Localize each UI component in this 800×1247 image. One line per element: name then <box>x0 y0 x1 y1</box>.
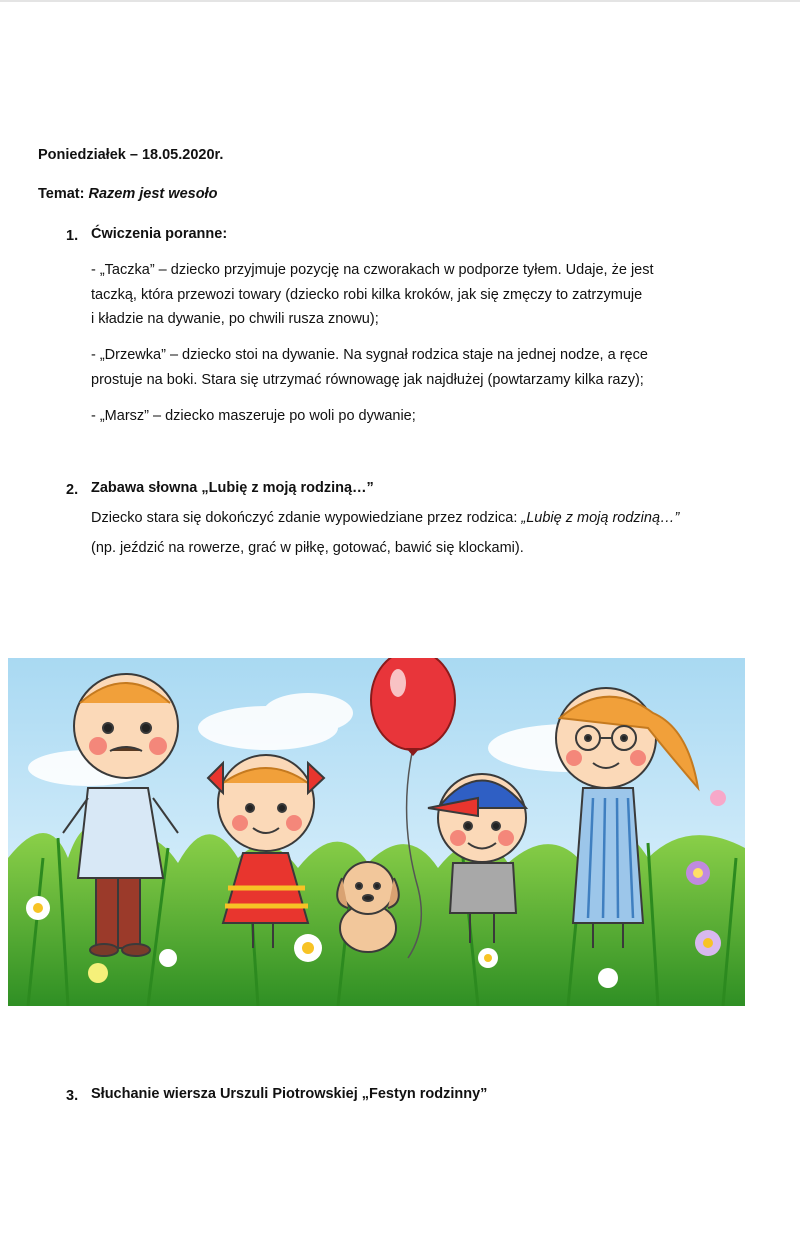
section-3-title: Słuchanie wiersza Urszuli Piotrowskiej „Festyn rodzinny” <box>91 1086 488 1102</box>
section-2-examples: (np. jeździć na rowerze, grać w piłkę, gotować, bawić się klockami). <box>91 540 524 556</box>
exercise-line: - „Drzewka” – dziecko stoi na dywanie. Na sygnał rodzica staje na jednej nodze, a ręce <box>91 347 648 363</box>
date-heading: Poniedziałek – 18.05.2020r. <box>38 147 224 163</box>
dog <box>337 862 399 952</box>
page-top-edge <box>0 0 800 2</box>
section-2-number: 2. <box>66 482 79 498</box>
exercise-line: prostuje na boki. Stara się utrzymać równowagę jak najdłużej (powtarzamy kilka razy); <box>91 372 644 388</box>
section-2-quote: „Lubię z moją rodziną…” <box>521 510 680 526</box>
family-illustration-svg <box>8 658 745 1006</box>
section-2-title: Zabawa słowna „Lubię z moją rodziną…” <box>91 480 374 496</box>
section-1-title: Ćwiczenia poranne: <box>91 226 228 242</box>
section-1-number: 1. <box>66 228 79 244</box>
family-illustration <box>8 658 745 1006</box>
topic-line <box>38 182 217 207</box>
topic-label: Temat: <box>38 186 85 202</box>
exercise-line: - „Taczka” – dziecko przyjmuje pozycję na czworakach w podporze tyłem. Udaje, że jest <box>91 262 654 278</box>
section-2-text: Dziecko stara się dokończyć zdanie wypowiedziane przez rodzica: <box>91 510 522 526</box>
exercise-line: i kładzie na dywanie, po chwili rusza znowu); <box>91 311 379 327</box>
section-2-line <box>91 506 679 531</box>
exercise-line: - „Marsz” – dziecko maszeruje po woli po dywanie; <box>91 408 416 424</box>
topic-title: Razem jest wesoło <box>88 186 218 202</box>
exercise-line: taczką, która przewozi towary (dziecko robi kilka kroków, jak się zmęczy to zatrzymuje <box>91 287 643 303</box>
section-3-number: 3. <box>66 1088 79 1104</box>
